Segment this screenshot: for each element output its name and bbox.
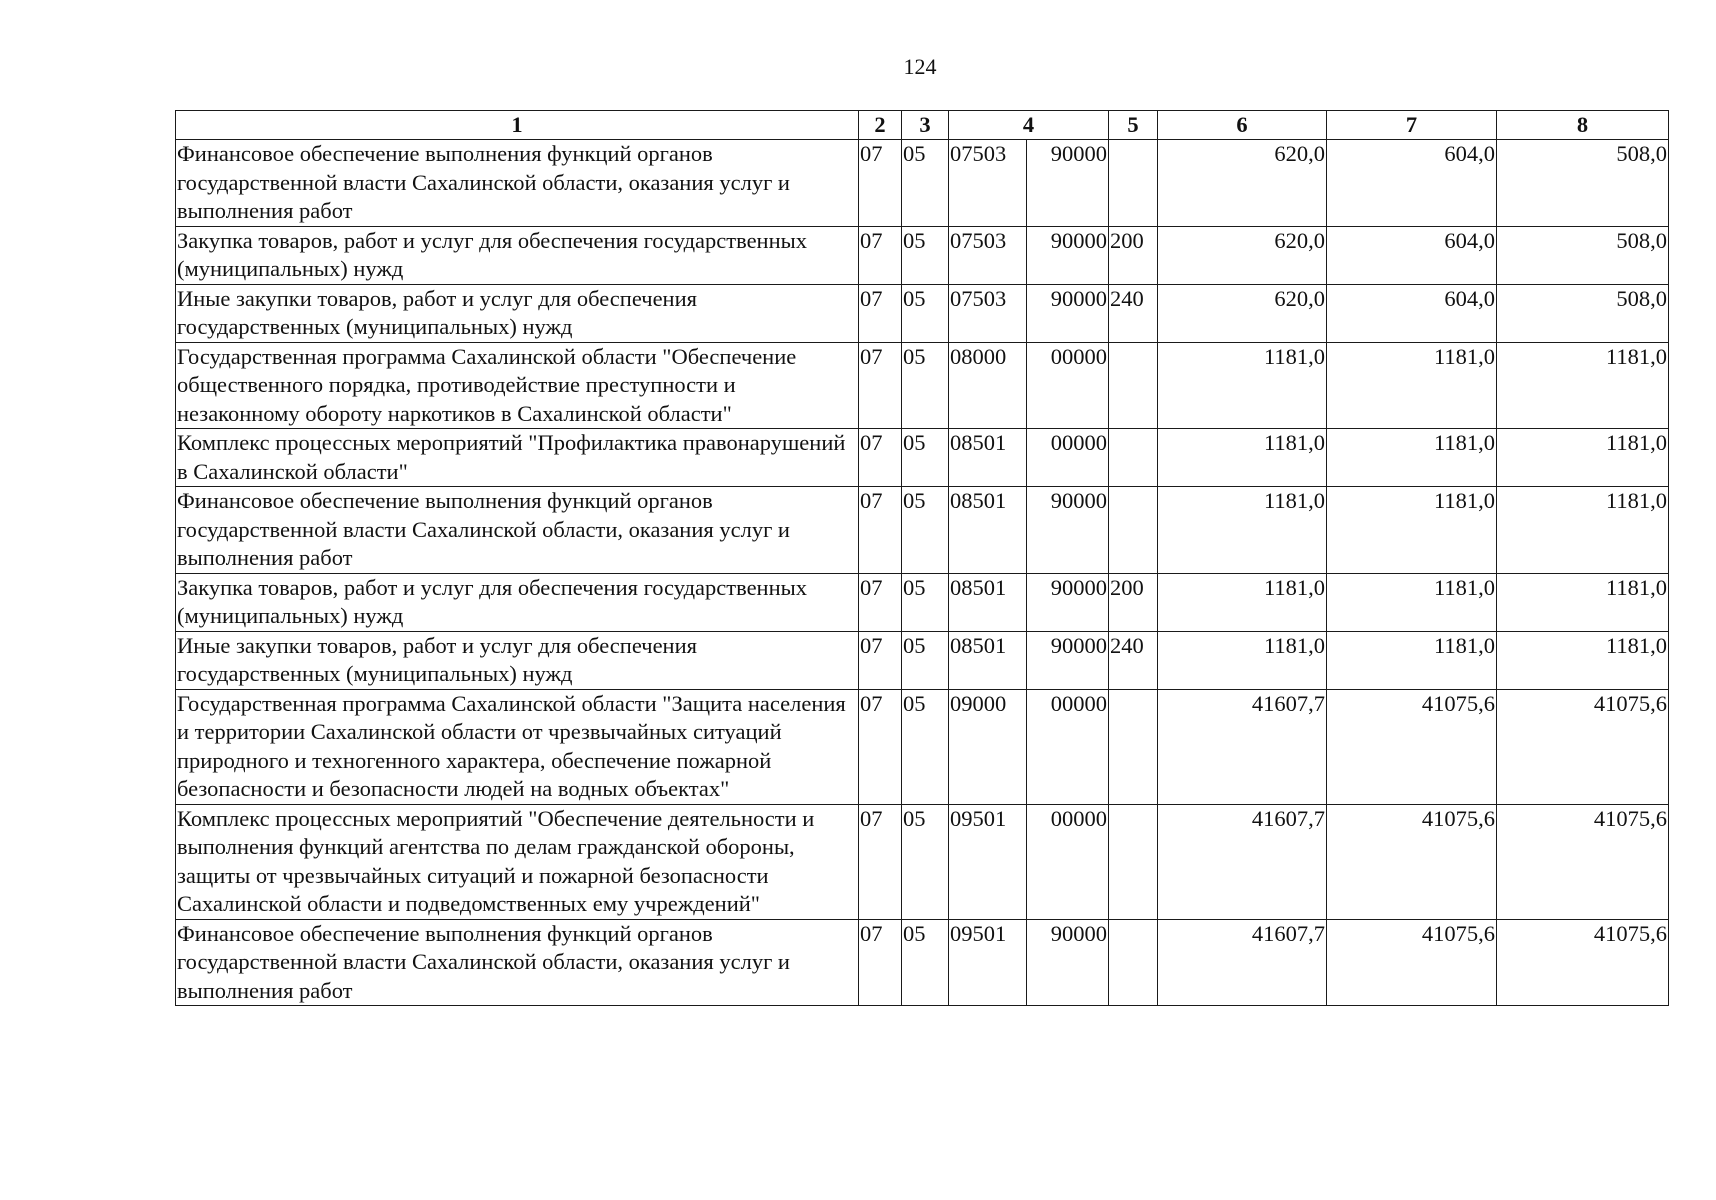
- cell-col-7: 41075,6: [1327, 689, 1497, 804]
- cell-name: Финансовое обеспечение выполнения функций органов государственной власти Сахалинской области, оказания услуг и выполнения работ: [176, 487, 859, 574]
- cell-col-3: 05: [902, 284, 949, 342]
- cell-col-6: 1181,0: [1158, 631, 1327, 689]
- cell-col-2: 07: [859, 226, 902, 284]
- cell-name: Государственная программа Сахалинской области "Обеспечение общественного порядка, противодействие преступности и незаконному обороту наркотиков в Сахалинской области": [176, 342, 859, 429]
- cell-col-6: 1181,0: [1158, 429, 1327, 487]
- cell-col-7: 1181,0: [1327, 573, 1497, 631]
- cell-col-3: 05: [902, 140, 949, 227]
- cell-col-8: 1181,0: [1497, 573, 1669, 631]
- header-col-8: 8: [1497, 111, 1669, 140]
- cell-col-4-program: 09501: [949, 804, 1027, 919]
- cell-col-2: 07: [859, 689, 902, 804]
- cell-col-4-program: 08501: [949, 487, 1027, 574]
- cell-col-3: 05: [902, 342, 949, 429]
- table-row: [176, 284, 1669, 342]
- cell-col-6: 620,0: [1158, 284, 1327, 342]
- cell-col-7: 604,0: [1327, 284, 1497, 342]
- cell-col-7: 41075,6: [1327, 919, 1497, 1006]
- cell-col-4-direction: 90000: [1027, 140, 1109, 227]
- cell-name: Комплекс процессных мероприятий "Обеспечение деятельности и выполнения функций агентства по делам гражданской обороны, защиты от чрезвычайных ситуаций и пожарной безопасности Сахалинской области и подведомственных ему учреждений": [176, 804, 859, 919]
- table-row: [176, 573, 1669, 631]
- cell-col-6: 1181,0: [1158, 573, 1327, 631]
- cell-col-3: 05: [902, 919, 949, 1006]
- cell-col-3: 05: [902, 226, 949, 284]
- cell-col-7: 1181,0: [1327, 631, 1497, 689]
- cell-col-2: 07: [859, 573, 902, 631]
- cell-col-7: 1181,0: [1327, 342, 1497, 429]
- cell-col-4-direction: 00000: [1027, 342, 1109, 429]
- cell-col-6: 41607,7: [1158, 804, 1327, 919]
- cell-col-8: 508,0: [1497, 284, 1669, 342]
- cell-name: Государственная программа Сахалинской области "Защита населения и территории Сахалинской области от чрезвычайных ситуаций природного и техногенного характера, обеспечение пожарной безопасности и безопасности людей на водных объектах": [176, 689, 859, 804]
- cell-col-2: 07: [859, 631, 902, 689]
- header-row: [176, 111, 1669, 140]
- cell-col-4-program: 07503: [949, 284, 1027, 342]
- cell-name: Финансовое обеспечение выполнения функций органов государственной власти Сахалинской области, оказания услуг и выполнения работ: [176, 140, 859, 227]
- cell-col-6: 1181,0: [1158, 487, 1327, 574]
- cell-col-4-direction: 00000: [1027, 804, 1109, 919]
- header-col-1: 1: [176, 111, 859, 140]
- cell-col-5: [1109, 429, 1158, 487]
- header-col-7: 7: [1327, 111, 1497, 140]
- header-col-3: 3: [902, 111, 949, 140]
- cell-col-8: 1181,0: [1497, 631, 1669, 689]
- cell-col-4-direction: 90000: [1027, 226, 1109, 284]
- cell-col-5: [1109, 140, 1158, 227]
- table-row: [176, 631, 1669, 689]
- table-row: [176, 226, 1669, 284]
- cell-col-6: 1181,0: [1158, 342, 1327, 429]
- header-col-5: 5: [1109, 111, 1158, 140]
- cell-col-8: 508,0: [1497, 140, 1669, 227]
- header-col-4: 4: [949, 111, 1109, 140]
- cell-col-8: 1181,0: [1497, 487, 1669, 574]
- cell-col-6: 41607,7: [1158, 689, 1327, 804]
- cell-col-4-direction: 00000: [1027, 689, 1109, 804]
- cell-col-8: 508,0: [1497, 226, 1669, 284]
- cell-col-4-program: 08501: [949, 573, 1027, 631]
- cell-col-4-direction: 90000: [1027, 919, 1109, 1006]
- cell-col-5: [1109, 804, 1158, 919]
- cell-col-4-program: 08000: [949, 342, 1027, 429]
- cell-col-2: 07: [859, 342, 902, 429]
- cell-col-4-direction: 90000: [1027, 573, 1109, 631]
- page-number: 124: [903, 54, 937, 79]
- cell-col-5: [1109, 919, 1158, 1006]
- cell-col-2: 07: [859, 140, 902, 227]
- cell-col-7: 1181,0: [1327, 429, 1497, 487]
- cell-col-5: 200: [1109, 226, 1158, 284]
- table-row: [176, 342, 1669, 429]
- budget-table: [175, 110, 1669, 1006]
- cell-col-3: 05: [902, 487, 949, 574]
- cell-col-3: 05: [902, 631, 949, 689]
- cell-name: Комплекс процессных мероприятий "Профилактика правонарушений в Сахалинской области": [176, 429, 859, 487]
- cell-col-4-direction: 90000: [1027, 487, 1109, 574]
- table-row: [176, 919, 1669, 1006]
- table-row: [176, 804, 1669, 919]
- cell-col-6: 41607,7: [1158, 919, 1327, 1006]
- cell-col-8: 41075,6: [1497, 804, 1669, 919]
- cell-name: Иные закупки товаров, работ и услуг для обеспечения государственных (муниципальных) нужд: [176, 284, 859, 342]
- cell-name: Финансовое обеспечение выполнения функций органов государственной власти Сахалинской области, оказания услуг и выполнения работ: [176, 919, 859, 1006]
- cell-col-6: 620,0: [1158, 140, 1327, 227]
- cell-col-2: 07: [859, 804, 902, 919]
- cell-col-7: 41075,6: [1327, 804, 1497, 919]
- cell-col-4-program: 09000: [949, 689, 1027, 804]
- cell-col-2: 07: [859, 487, 902, 574]
- header-col-6: 6: [1158, 111, 1327, 140]
- header-col-2: 2: [859, 111, 902, 140]
- cell-col-5: 240: [1109, 631, 1158, 689]
- cell-col-2: 07: [859, 919, 902, 1006]
- cell-col-8: 41075,6: [1497, 689, 1669, 804]
- cell-col-4-direction: 90000: [1027, 284, 1109, 342]
- cell-name: Иные закупки товаров, работ и услуг для обеспечения государственных (муниципальных) нужд: [176, 631, 859, 689]
- cell-col-7: 604,0: [1327, 226, 1497, 284]
- cell-col-4-direction: 90000: [1027, 631, 1109, 689]
- cell-col-5: [1109, 342, 1158, 429]
- cell-col-5: [1109, 487, 1158, 574]
- cell-name: Закупка товаров, работ и услуг для обеспечения государственных (муниципальных) нужд: [176, 226, 859, 284]
- cell-col-5: 200: [1109, 573, 1158, 631]
- table-row: [176, 689, 1669, 804]
- cell-col-4-program: 07503: [949, 226, 1027, 284]
- table-row: [176, 140, 1669, 227]
- cell-col-2: 07: [859, 284, 902, 342]
- cell-col-5: [1109, 689, 1158, 804]
- cell-col-8: 41075,6: [1497, 919, 1669, 1006]
- cell-col-4-program: 07503: [949, 140, 1027, 227]
- cell-col-4-program: 08501: [949, 429, 1027, 487]
- cell-col-3: 05: [902, 573, 949, 631]
- table-row: [176, 429, 1669, 487]
- cell-col-6: 620,0: [1158, 226, 1327, 284]
- table-body: [176, 140, 1669, 1006]
- cell-col-2: 07: [859, 429, 902, 487]
- cell-col-3: 05: [902, 804, 949, 919]
- table-row: [176, 487, 1669, 574]
- cell-col-5: 240: [1109, 284, 1158, 342]
- cell-col-7: 1181,0: [1327, 487, 1497, 574]
- cell-col-3: 05: [902, 689, 949, 804]
- cell-col-8: 1181,0: [1497, 429, 1669, 487]
- cell-col-4-program: 09501: [949, 919, 1027, 1006]
- cell-name: Закупка товаров, работ и услуг для обеспечения государственных (муниципальных) нужд: [176, 573, 859, 631]
- cell-col-8: 1181,0: [1497, 342, 1669, 429]
- cell-col-3: 05: [902, 429, 949, 487]
- cell-col-4-direction: 00000: [1027, 429, 1109, 487]
- cell-col-4-program: 08501: [949, 631, 1027, 689]
- cell-col-7: 604,0: [1327, 140, 1497, 227]
